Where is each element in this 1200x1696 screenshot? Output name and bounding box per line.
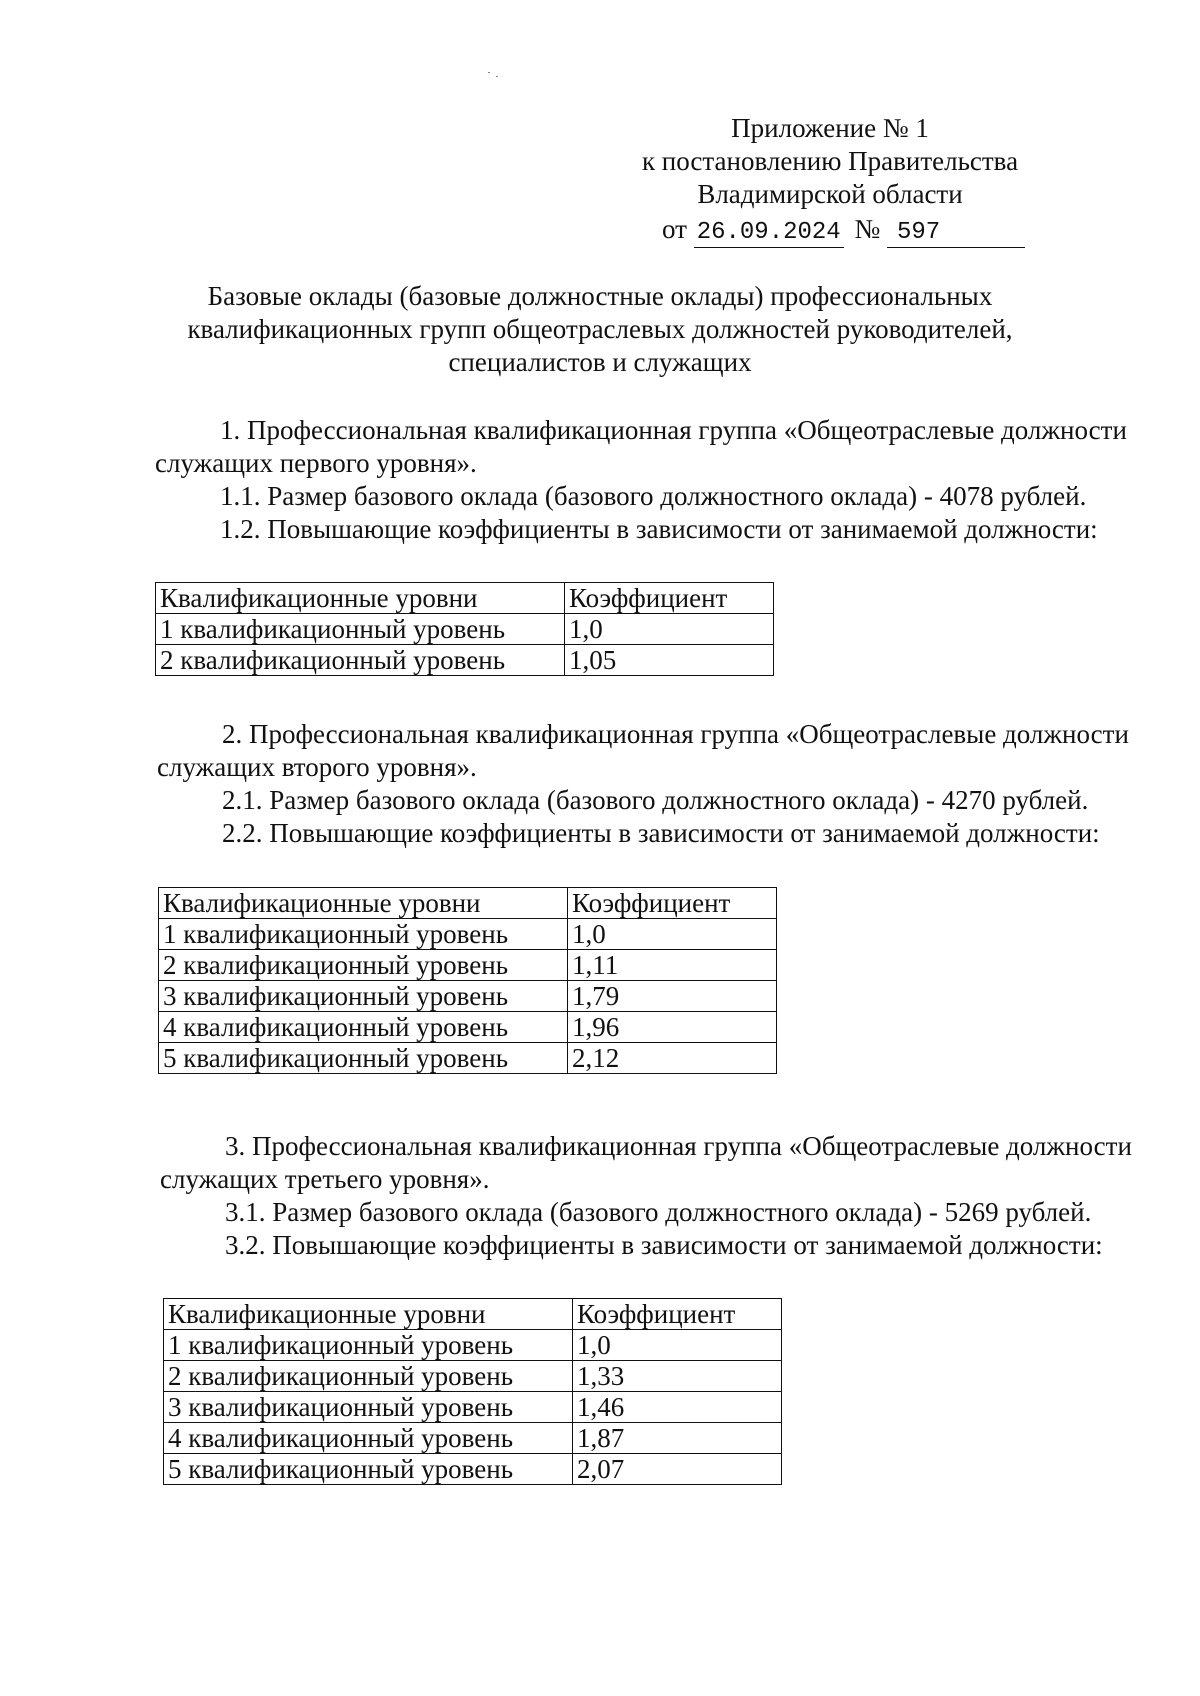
coefficients-table-1 [155,582,774,676]
coefficients-table-2 [158,887,777,1074]
appendix-header [600,112,1060,248]
level-cell: 1 квалификационный уровень [159,919,568,950]
section-1 [155,414,1155,546]
coefficient-cell: 1,0 [565,614,774,645]
column-header-levels: Квалификационные уровни [156,583,565,614]
title-line-3: специалистов и служащих [448,347,752,377]
level-cell: 5 квалификационный уровень [164,1454,573,1485]
coefficient-cell: 1,46 [573,1392,782,1423]
section-heading-cont: служащих первого уровня». [155,448,477,478]
coefficient-cell: 2,07 [573,1454,782,1485]
appendix-date-number [600,213,1060,248]
scan-speck [488,72,490,73]
base-salary-text: 3.1. Размер базового оклада (базового должностного оклада) - 5269 рублей. [225,1197,1092,1227]
table-header-row [156,583,774,614]
base-salary-text: 1.1. Размер базового оклада (базового должностного оклада) - 4078 рублей. [220,481,1087,511]
level-cell: 1 квалификационный уровень [156,614,565,645]
coefficients-intro: 3.2. Повышающие коэффициенты в зависимости от занимаемой должности: [225,1230,1103,1260]
column-header-levels: Квалификационные уровни [164,1299,573,1330]
table-row [159,1043,777,1074]
coefficient-cell: 1,87 [573,1423,782,1454]
table-row [164,1361,782,1392]
section-heading: 2. Профессиональная квалификационная группа «Общеотраслевые должности [222,719,1129,749]
section-heading-cont: служащих второго уровня». [157,752,477,782]
number-label: № [854,214,881,244]
section-heading-cont: служащих третьего уровня». [160,1164,490,1194]
level-cell: 2 квалификационный уровень [164,1361,573,1392]
coefficient-cell: 1,05 [565,645,774,676]
table-row [159,919,777,950]
level-cell: 2 квалификационный уровень [159,950,568,981]
table-row [159,1012,777,1043]
level-cell: 1 квалификационный уровень [164,1330,573,1361]
table-row [156,614,774,645]
coefficients-intro: 1.2. Повышающие коэффициенты в зависимости от занимаемой должности: [220,514,1098,544]
level-cell: 3 квалификационный уровень [159,981,568,1012]
level-cell: 3 квалификационный уровень [164,1392,573,1423]
table-row [164,1423,782,1454]
coefficient-cell: 1,79 [568,981,777,1012]
coefficient-cell: 2,12 [568,1043,777,1074]
title-line-1: Базовые оклады (базовые должностные оклады) профессиональных [207,281,993,311]
coefficient-cell: 1,11 [568,950,777,981]
coefficient-cell: 1,33 [573,1361,782,1392]
column-header-coefficient: Коэффициент [565,583,774,614]
table-row [164,1330,782,1361]
coefficients-table-3 [163,1298,782,1485]
coefficient-cell: 1,96 [568,1012,777,1043]
table-row [156,645,774,676]
level-cell: 4 квалификационный уровень [164,1423,573,1454]
title-line-2: квалификационных групп общеотраслевых должностей руководителей, [187,314,1013,344]
from-label: от [662,214,687,244]
column-header-coefficient: Коэффициент [573,1299,782,1330]
section-heading: 3. Профессиональная квалификационная группа «Общеотраслевые должности [225,1131,1132,1161]
coefficient-cell: 1,0 [573,1330,782,1361]
table-row [164,1454,782,1485]
section-heading: 1. Профессиональная квалификационная группа «Общеотраслевые должности [220,415,1127,445]
table-row [159,950,777,981]
table-row [159,981,777,1012]
section-3 [160,1130,1160,1262]
level-cell: 4 квалификационный уровень [159,1012,568,1043]
table-row [164,1392,782,1423]
appendix-region: Владимирской области [697,179,963,209]
base-salary-text: 2.1. Размер базового оклада (базового должностного оклада) - 4270 рублей. [222,785,1089,815]
table-header-row [159,888,777,919]
appendix-resolution: к постановлению Правительства [641,146,1019,176]
level-cell: 5 квалификационный уровень [159,1043,568,1074]
column-header-levels: Квалификационные уровни [159,888,568,919]
column-header-coefficient: Коэффициент [568,888,777,919]
coefficients-intro: 2.2. Повышающие коэффициенты в зависимости от занимаемой должности: [222,818,1100,848]
scan-speck [496,76,498,77]
resolution-date: 26.09.2024 [694,219,844,248]
level-cell: 2 квалификационный уровень [156,645,565,676]
table-header-row [164,1299,782,1330]
document-title [150,280,1050,379]
resolution-number: 597 [887,219,1025,248]
section-2 [157,718,1157,850]
coefficient-cell: 1,0 [568,919,777,950]
appendix-title: Приложение № 1 [731,113,929,143]
